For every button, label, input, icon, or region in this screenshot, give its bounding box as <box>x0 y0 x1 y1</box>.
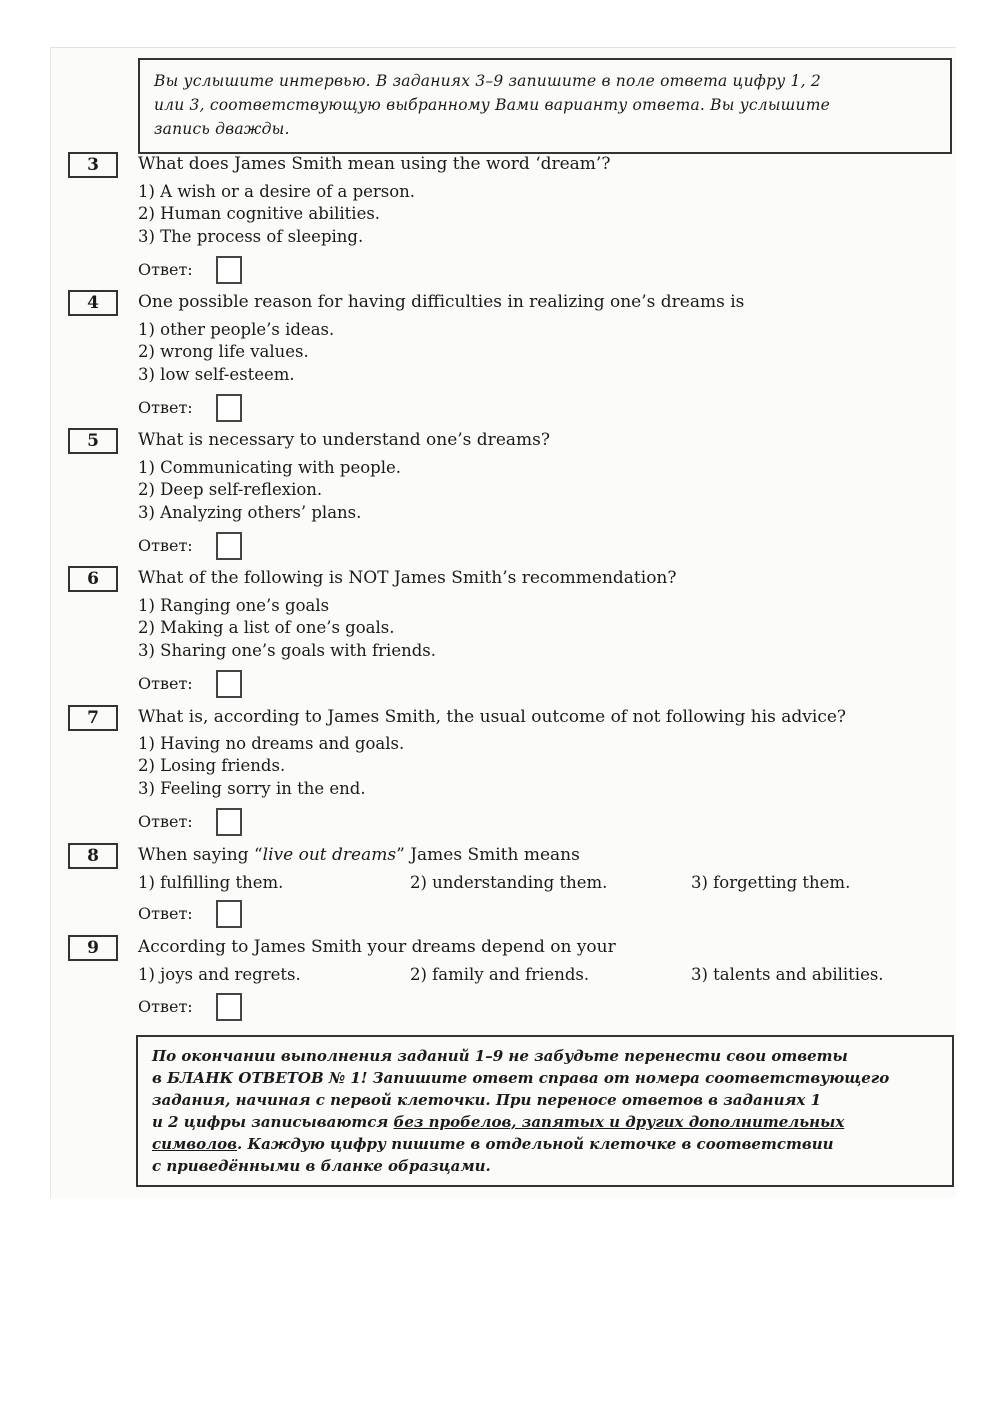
task-number: 6 <box>68 566 118 592</box>
option-3: 3) talents and abilities. <box>691 965 884 984</box>
instruction-top-line-3: запись дважды. <box>154 120 290 138</box>
option-2: 2) Human cognitive abilities. <box>138 204 381 223</box>
instruction-bottom <box>136 1035 954 1187</box>
option-1: 1) fulfilling them. <box>138 873 284 892</box>
option-3: 3) The process of sleeping. <box>138 227 364 246</box>
task-number: 5 <box>68 428 118 454</box>
answer-label: Ответ: <box>138 398 193 417</box>
question-text: According to James Smith your dreams depend on your <box>138 937 616 957</box>
instruction-bottom-line-2: в БЛАНК ОТВЕТОВ № 1! Запишите ответ справа от номера соответствующего <box>152 1069 890 1087</box>
instruction-bottom-line-6: с приведёнными в бланке образцами. <box>152 1157 491 1175</box>
option-1: 1) Communicating with people. <box>138 458 401 477</box>
option-1: 1) joys and regrets. <box>138 965 301 984</box>
task-number: 4 <box>68 290 118 316</box>
option-3: 3) Sharing one’s goals with friends. <box>138 641 436 660</box>
task-number: 7 <box>68 705 118 731</box>
answer-box[interactable] <box>216 670 242 698</box>
line-4-underlined: без пробелов, запятых и других дополнительных <box>393 1113 845 1131</box>
option-2: 2) family and friends. <box>410 965 590 984</box>
option-2: 2) Deep self-reflexion. <box>138 480 323 499</box>
instruction-top <box>138 58 952 154</box>
answer-label: Ответ: <box>138 674 193 693</box>
question-quoted-phrase: live out dreams <box>262 845 397 865</box>
answer-label: Ответ: <box>138 904 193 923</box>
instruction-bottom-line-4 <box>152 1111 938 1133</box>
answer-label: Ответ: <box>138 997 193 1016</box>
option-3: 3) Feeling sorry in the end. <box>138 779 366 798</box>
line-5-underlined: символов <box>152 1135 237 1153</box>
line-5-plain: . Каждую цифру пишите в отдельной клеточке в соответствии <box>237 1135 834 1153</box>
instruction-bottom-line-5 <box>152 1133 938 1155</box>
option-2: 2) Making a list of one’s goals. <box>138 618 395 637</box>
option-1: 1) A wish or a desire of a person. <box>138 182 416 201</box>
option-1: 1) Ranging one’s goals <box>138 596 330 615</box>
question-text: What is, according to James Smith, the usual outcome of not following his advice? <box>138 707 847 727</box>
answer-label: Ответ: <box>138 812 193 831</box>
question-text <box>138 844 580 866</box>
option-1: 1) other people’s ideas. <box>138 320 335 339</box>
question-text: What of the following is NOT James Smith’s recommendation? <box>138 568 677 588</box>
option-2: 2) understanding them. <box>410 873 608 892</box>
task-number: 8 <box>68 843 118 869</box>
question-text-end: ” James Smith means <box>396 845 580 865</box>
question-text-start: When saying “ <box>138 845 263 865</box>
answer-box[interactable] <box>216 532 242 560</box>
answer-box[interactable] <box>216 900 242 928</box>
option-3: 3) forgetting them. <box>691 873 851 892</box>
answer-label: Ответ: <box>138 260 193 279</box>
answer-box[interactable] <box>216 394 242 422</box>
option-3: 3) Analyzing others’ plans. <box>138 503 362 522</box>
option-1: 1) Having no dreams and goals. <box>138 734 405 753</box>
task-number: 9 <box>68 935 118 961</box>
answer-label: Ответ: <box>138 536 193 555</box>
instruction-bottom-line-1: По окончании выполнения заданий 1–9 не забудьте перенести свои ответы <box>152 1047 848 1065</box>
task-number: 3 <box>68 152 118 178</box>
answer-box[interactable] <box>216 808 242 836</box>
option-3: 3) low self-esteem. <box>138 365 295 384</box>
question-text: What does James Smith mean using the word ‘dream’? <box>138 154 611 174</box>
instruction-top-line-2: или 3, соответствующую выбранному Вами варианту ответа. Вы услышите <box>154 96 831 114</box>
answer-box[interactable] <box>216 993 242 1021</box>
question-text: What is necessary to understand one’s dreams? <box>138 430 550 450</box>
option-2: 2) wrong life values. <box>138 342 309 361</box>
option-2: 2) Losing friends. <box>138 756 286 775</box>
line-4-plain: и 2 цифры записываются <box>152 1113 394 1131</box>
answer-box[interactable] <box>216 256 242 284</box>
instruction-top-line-1: Вы услышите интервью. В заданиях 3–9 запишите в поле ответа цифру 1, 2 <box>154 72 821 90</box>
question-text: One possible reason for having difficulties in realizing one’s dreams is <box>138 292 745 312</box>
instruction-bottom-line-3: задания, начиная с первой клеточки. При переносе ответов в заданиях 1 <box>152 1091 822 1109</box>
